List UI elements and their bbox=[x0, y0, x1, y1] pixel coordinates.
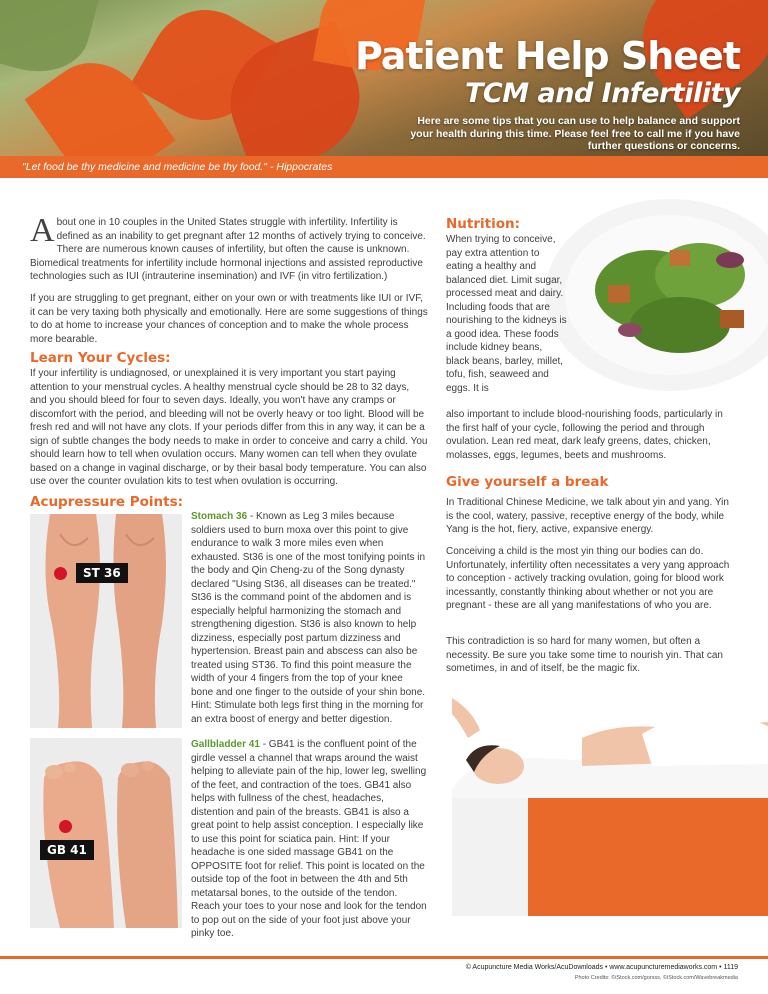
st36-description: Stomach 36 - Known as Leg 3 miles because soldiers used to burn moxa over this point to give endurance to walk 3 more miles even when exhausted. St36 is one of the most tonifying points in the body and Qin Cheng-zu of the Song dynasty declared "Using St36, all diseases can be treated." St36 is the command point of the abdomen and is especially helpful harmonizing the stomach and strengthening digestion. St36 is also known to help dizziness, especially post partum dizziness and hypertension. Breast pain and abscess can also be treated using ST36. To find this point measure the width of your 4 fingers from the top of your knee bone and one finger to the outside of your shin bone. Hint: Stimulate both legs first thing in the morning for an extra boost of energy and better digestion. bbox=[191, 511, 426, 725]
footer-divider bbox=[0, 956, 768, 959]
footer bbox=[466, 963, 738, 983]
header-banner bbox=[0, 0, 768, 156]
legs-illustration bbox=[30, 514, 182, 728]
break-heading: Give yourself a break bbox=[446, 474, 609, 490]
intro-paragraph-2: If you are struggling to get pregnant, either on your own or with treatments like IUI or IVF, it can be very taxing both physically and emotionally. Here are some suggestions of things to do at home to increase your chances of conception and to make the whole process more bearable. bbox=[30, 293, 428, 345]
break-paragraph-1: In Traditional Chinese Medicine, we talk about yin and yang. Yin is the cool, watery, passive, receptive energy of the body, while Yang is the hot, fiery, active, expansive energy. bbox=[446, 497, 729, 535]
cycles-text: If your infertility is undiagnosed, or unexplained it is very important you start paying attention to your menstrual cycles. A healthy menstrual cycle should be 28 to 32 days, and you should bleed for four to seven days. Ideally, you won't have any cramps or discomfort with the period, and bleeding will not be overly heavy or too light. Blood will be fresh red and will not have any clots. If your periods differ from this in any way, it can be a sign of subtle changes the body needs to make in order to conceive and carry a child. You should learn how to tell when ovulation occurs. Many women can tell when they ovulate based on a change in vaginal discharge, or by their basal body temperature. You can also use over the counter ovulation kits to test when ovulation is occurring. bbox=[30, 368, 428, 487]
nutrition-heading: Nutrition: bbox=[446, 216, 521, 232]
feet-illustration bbox=[30, 738, 182, 928]
dropcap: A bbox=[30, 212, 55, 249]
break-paragraph-3: This contradiction is so hard for many women, but often a necessity. Be sure you take some time to nourish yin. That can sometimes, in and of itself, be the magic fix. bbox=[446, 636, 723, 674]
quote-bar: "Let food be thy medicine and medicine be thy food." - Hippocrates bbox=[0, 156, 768, 178]
cycles-heading: Learn Your Cycles: bbox=[30, 350, 171, 366]
page-subtitle: TCM and Infertility bbox=[465, 78, 740, 109]
gb41-description: Gallbladder 41 - GB41 is the confluent point of the girdle vessel a channel that wraps around the waist helping to alleviate pain of the hip, lower leg, swelling of the feet, and contraction of the toes. GB41 also helps with fullness of the chest, headaches, distention and pain of the breasts. GB41 is also a great point to help assist conception. I especially like to use this point for sciatica pain. Hint: If your headache is one sided massage GB41 on the OPPOSITE foot for relief. This point is located on the outside top of the foot in between the 4th and 5th metatarsal bones, to the outside of the tendon. Reach your toes to your nose and look for the tendon to pop out on the side of your foot just above your pinky toe. bbox=[191, 739, 427, 939]
st36-label: ST 36 bbox=[76, 563, 128, 583]
break-paragraph-2: Conceiving a child is the most yin thing our bodies can do. Unfortunately, infertility often necessitates a very yang approach to conception - actively tracking ovulation, going for blood work incessantly, constantly thinking about whether or not you are pregnant - these are all yang manifestations of who you are. bbox=[446, 546, 730, 611]
photo-credits: Photo Credits: ©iStock.com/gorsss, ©iStock.com/Wavebreakmedia bbox=[574, 975, 738, 981]
st36-title: Stomach 36 bbox=[191, 511, 248, 522]
feet-image bbox=[30, 738, 182, 928]
gb41-point bbox=[59, 820, 72, 833]
massage-illustration bbox=[452, 690, 768, 916]
gb41-label: GB 41 bbox=[40, 840, 94, 860]
header-intro: Here are some tips that you can use to help balance and support your health during this time. Please feel free to call me if you have further questions or concerns. bbox=[410, 115, 740, 152]
nutrition-text-wide: also important to include blood-nourishing foods, particularly in the first half of your cycle, following the period and through ovulation. Lean red meat, dark leafy greens, dates, chicken, molasses, eggs, legumes, beets and mushrooms. bbox=[446, 409, 723, 461]
massage-image bbox=[452, 690, 768, 916]
gb41-title: Gallbladder 41 bbox=[191, 739, 260, 750]
page-title: Patient Help Sheet bbox=[354, 34, 740, 78]
legs-image bbox=[30, 514, 182, 728]
copyright: © Acupuncture Media Works/AcuDownloads • www.acupuncturemediaworks.com • 1119 bbox=[465, 964, 738, 971]
intro-paragraph: About one in 10 couples in the United States struggle with infertility. Infertility is defined as an inability to get pregnant after 12 months of actively trying to conceive. There are numerous known causes of infertility, but often the cause is unknown. Biomedical treatments for infertility include hormonal injections and assisted reproductive technologies such as IUI (intrauterine insemination) and IVF (in vitro fertilization.) bbox=[30, 212, 426, 282]
nutrition-text-narrow: When trying to conceive, pay extra attention to eating a healthy and balanced diet. Limit sugar, processed meat and dairy. Including foods that are nourishing to the kidneys is a good idea. These foods include kidney beans, black beans, barley, millet, tofu, fish, seaweed and eggs. It is bbox=[446, 234, 567, 394]
st36-point bbox=[54, 567, 67, 580]
acupressure-heading: Acupressure Points: bbox=[30, 494, 184, 510]
